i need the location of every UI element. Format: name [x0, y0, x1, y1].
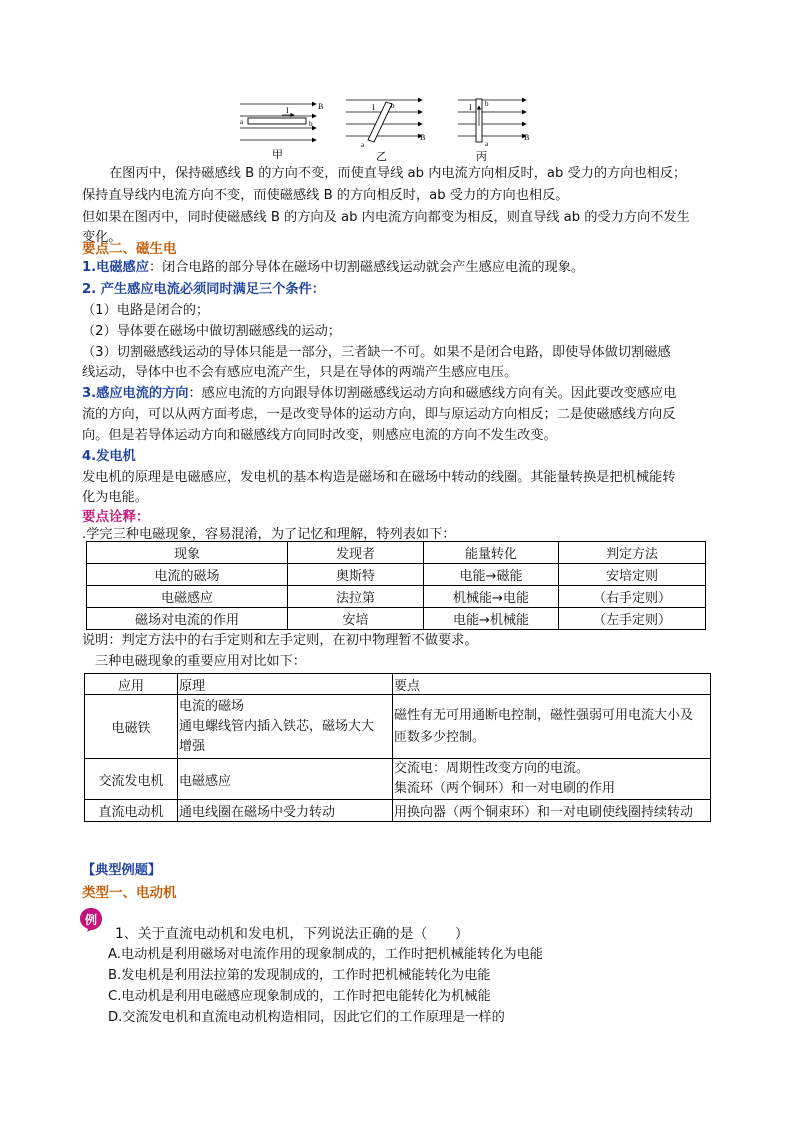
end-b-bing: b — [485, 100, 489, 108]
type1-title: 类型一、电动机 — [82, 885, 177, 901]
cell-line: 通电螺线管内插入铁芯，磁场大大 — [179, 718, 375, 734]
question-1: 1、关于直流电动机和发电机，下列说法正确的是（ ） — [115, 926, 469, 942]
end-b-yi: b — [391, 102, 395, 110]
table-cell — [393, 759, 711, 800]
badge-label: 例 — [84, 913, 98, 927]
item4-line1: 发电机的原理是电磁感应，发电机的基本构造是磁场和在磁场中转动的线圈。其能量转换是把机械能转 — [82, 470, 676, 485]
table-cell — [393, 695, 711, 759]
para1-line2: 保持直导线内电流方向不变，而使磁感线 B 的方向相反时，ab 受力的方向也相反。 — [82, 188, 569, 203]
item3-line1: ：感应电流的方向跟导体切割磁感线运动方向和磁感线方向有关。因此要改变感应电 — [188, 386, 677, 401]
table-row — [87, 586, 706, 608]
table-row — [85, 674, 711, 695]
table-row — [85, 759, 711, 800]
cond2: （2）导体要在磁场中做切割磁感线的运动； — [82, 324, 341, 339]
option-c: C.电动机是利用电磁感应现象制成的，工作时把电能转化为机械能 — [108, 989, 491, 1004]
table-cell: 电磁感应 — [178, 759, 393, 800]
item4-label: 4.发电机 — [82, 449, 136, 464]
table-row — [85, 695, 711, 759]
current-label-yi: I — [372, 103, 375, 112]
header-cell: 判定方法 — [559, 542, 706, 564]
table-cell: 电能→磁能 — [424, 564, 559, 586]
section2-title: 要点二、磁生电 — [82, 241, 177, 257]
item4-line2: 化为电能。 — [82, 490, 148, 505]
item3 — [82, 383, 676, 405]
para1-line4: 变化。 — [82, 230, 122, 245]
cond3-line1: （3）切割磁感线运动的导体只能是一部分，三者缺一不可。如果不是闭合电路，即使导体做切割磁感 — [82, 345, 671, 360]
table-cell: 机械能→电能 — [424, 586, 559, 608]
end-a-yi: a — [361, 141, 365, 149]
current-label-bing: I — [469, 103, 472, 112]
para1-line3: 但如果在图丙中，同时使磁感线 B 的方向及 ab 内电流方向都变为相反，则直导线 ab 的受力方向不发生 — [82, 210, 690, 225]
cell-line: 增强 — [179, 738, 206, 754]
table-cell: 通电线圈在磁场中受力转动 — [178, 800, 393, 822]
cell-line: 交流电：周期性改变方向的电流。 — [394, 761, 590, 776]
applications-table — [84, 673, 711, 822]
notes-intro: .学完三种电磁现象，容易混淆，为了记忆和理解，特列表如下： — [82, 527, 456, 542]
cell-line: 集流环（两个铜环）和一对电刷的作用 — [394, 781, 616, 796]
item2-label: 2. 产生感应电流必须同时满足三个条件： — [82, 282, 325, 297]
table-cell: 直流电动机 — [85, 800, 178, 822]
table-cell: 法拉第 — [288, 586, 424, 608]
table-row — [85, 800, 711, 822]
caption-yi: 乙 — [376, 150, 387, 162]
end-a-jia: a — [240, 118, 244, 126]
option-b: B.发电机是利用法拉第的发现制成的，工作时把机械能转化为电能 — [108, 968, 491, 983]
option-a: A.电动机是利用磁场对电流作用的现象制成的，工作时把机械能转化为电能 — [108, 947, 543, 962]
notes-explain: 说明：判定方法中的右手定则和左手定则，在初中物理暂不做要求。 — [82, 633, 478, 648]
example-badge — [79, 907, 103, 933]
table-row — [87, 608, 706, 630]
notes-title: 要点诠释： — [82, 509, 150, 525]
figure-bing — [458, 99, 529, 162]
compare-intro: 三种电磁现象的重要应用对比如下： — [95, 654, 306, 669]
phenomena-table — [86, 541, 706, 630]
current-label-jia: I — [286, 106, 289, 115]
table-cell: 磁场对电流的作用 — [87, 608, 288, 630]
figure-jia — [240, 102, 323, 161]
header-cell: 要点 — [393, 674, 711, 695]
force-diagram — [236, 96, 536, 162]
table-row — [87, 564, 706, 586]
cell-line: 匝数多少控制。 — [394, 729, 486, 745]
figure-yi — [346, 100, 425, 162]
table-cell: 安培定则 — [559, 564, 706, 586]
table-cell: 交流发电机 — [85, 759, 178, 800]
table-cell: （左手定则） — [559, 608, 706, 630]
table-cell: （右手定则） — [559, 586, 706, 608]
examples-title: 【典型例题】 — [82, 863, 162, 878]
header-cell: 应用 — [85, 674, 178, 695]
cell-line: 电流的磁场 — [179, 698, 245, 714]
cell-line: 磁性有无可用通断电控制，磁性强弱可用电流大小及 — [394, 707, 694, 723]
end-b-jia: b — [309, 120, 313, 128]
item3-line2: 流的方向，可以从两方面考虑，一是改变导体的运动方向，即与原运动方向相反；二是使磁感线方向反 — [82, 407, 676, 422]
table-cell: 安培 — [288, 608, 424, 630]
field-label-bing: B — [524, 133, 530, 142]
caption-jia: 甲 — [272, 148, 283, 161]
table-cell: 用换向器（两个铜束环）和一对电刷使线圈持续转动 — [393, 800, 711, 822]
table-cell: 电能→机械能 — [424, 608, 559, 630]
header-cell: 发现者 — [288, 542, 424, 564]
option-d: D.交流发电机和直流电动机构造相同，因此它们的工作原理是一样的 — [108, 1010, 505, 1025]
table-cell: 奥斯特 — [288, 564, 424, 586]
field-label-yi: B — [420, 133, 426, 142]
table-row — [87, 542, 706, 564]
table-cell — [178, 695, 393, 759]
cond1: （1）电路是闭合的； — [82, 303, 210, 318]
end-a-bing: a — [485, 140, 489, 148]
table-cell: 电流的磁场 — [87, 564, 288, 586]
item1-label: 1.电磁感应 — [82, 260, 149, 275]
header-cell: 原理 — [178, 674, 393, 695]
para1-line1: 在图丙中，保持磁感线 B 的方向不变，而使直导线 ab 内电流方向相反时，ab 受力的方向也相反； — [109, 166, 687, 181]
item1-text: ：闭合电路的部分导体在磁场中切割磁感线运动就会产生感应电流的现象。 — [148, 260, 585, 275]
cond3-line2: 线运动，导体中也不会有感应电流产生，只是在导体的两端产生感应电压。 — [82, 365, 518, 380]
field-label-jia: B — [318, 102, 324, 111]
caption-bing: 丙 — [476, 150, 487, 162]
header-cell: 能量转化 — [424, 542, 559, 564]
table-cell: 电磁感应 — [87, 586, 288, 608]
item3-label: 3.感应电流的方向 — [82, 386, 189, 401]
table-cell: 电磁铁 — [85, 695, 178, 759]
item3-line3: 向。但是若导体运动方向和磁感线方向同时改变，则感应电流的方向不发生改变。 — [82, 428, 557, 443]
item1 — [82, 257, 584, 279]
header-cell: 现象 — [87, 542, 288, 564]
